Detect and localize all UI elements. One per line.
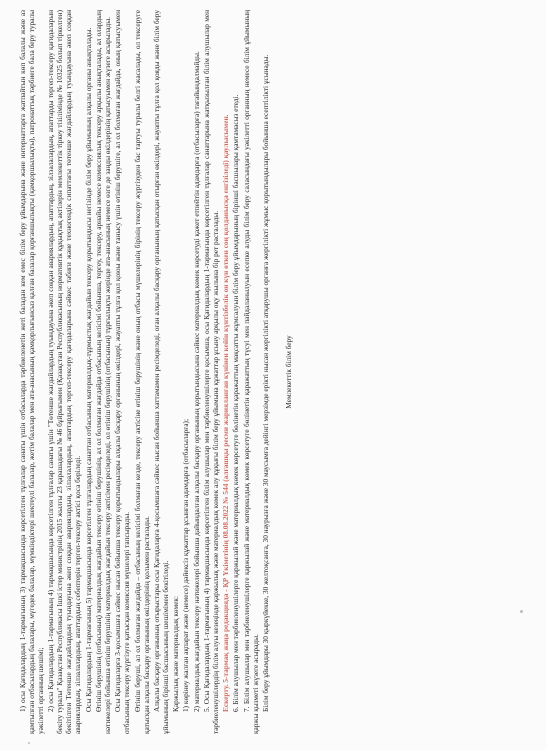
scan-speck (520, 610, 523, 613)
document-paragraph: Білім беру ұйымдары 30 қыркүйекке, 30 желтоқсанға, 30 наурызға және 30 маусымға дейінгі мерзімде ерікті нысан жергілікті атқарушы органға жергілікті жұмыс қорытындылары бойынша есептілікті ұсынады. (260, 54, 270, 712)
document-paragraph: Осы Қағидалардың 1-тармағының 5) тармақшасында көрсетілген тұлғалардың санаттан отбасының материалдық-тұрмыстық жағдайын тексеру қорытындысы негізінде білім беру ұйымының алқалы органы анықталады. (83, 27, 93, 712)
document-paragraph: Қаржылық және материалдық көмек: (171, 595, 181, 712)
document-paragraph: Өтініш берушінің (отбасының) материалдық жағдайын тексеру өтініш берушінің, ал ол болмаған жағдайда отбасының келісімі бойынша, тергеу, тексеру, арнайы немесе комиссиялық тексеру арқылы анықталады, ал олардың нәтижелері бойынша өтініш берушінің материалдық жағдайын тексеру актісімен ресімделеді, ол өтініш берушінің (отбасының) тұрғылықты жерінде ата-анасының немесе өзге де заңды өкілдерінің қатысуымен жүзеге асырылады. (93, 10, 112, 734)
document-footer: Мемлекеттік білім беру (283, 335, 293, 409)
editorial-note-paragraph: Ескерту. 5-тармақ жаңа редакцияда - ҚР Үкіметінің 08.08.2022 № 544 (алғашқы ресми жарияланған күнінен кейін күнтізбелік он күн өткен соң қолданысқа енгізіледі) қаулысымен. (221, 114, 231, 712)
rotated-document-body (14, 2, 534, 742)
document-paragraph: 1) көрінеу жалған ақпарат және (немесе) дәйексіз құжаттар ұсынған адамдарға (отбасыларға); (181, 419, 191, 712)
document-paragraph: 2) осы Қағидалардың 1-тармағының 4) тармақшасында көрсетілген тұлғалар санаты үшін "Төтенше жағдайлардың туындауына әкеп соққан авариялардың, апаттардың, зілзалалардың, апаттарды тергеп-тексеру қағидаларын бекіту туралы" Қазақстан Республикасы Ішкі істер министрінің 2015 жылғы 23 қарашадағы № 46 бұйрығымен (Қазақстан Республикасының нормативтік құқықтық актілерін мемлекеттік тіркеу тізілімінде № 10325 болып тіркелген) бекітілген Төтенше жағдайлардың туындауына әкеп соққан авариялардың, зілзалалардың, апаттардың тергеп-тексеру қағидаларына сәйкес табиғи және техногендік сипаттағы төтенше жағдайлардың туындауына әкеп соққан авариялардың, зілзалалардың, апаттардың себептерін тергеп-тексеру актісі қоса беріледі. (46, 10, 83, 734)
scan-speck (28, 742, 30, 744)
document-paragraph: 7. Білім алушылар мен тәрбиеленушілерге қаржылай және материалдық көмек көрсетуге бөлінетін қаражаттың түсуі мен пайдаланылуын есепке алуды білім беру саласындағы уәкілетті органның немесе білім ұйымының қаржы қызметі жүзеге асырады. (241, 10, 260, 734)
document-paragraph: 1) осы Қағидалардың 1-тармағының 3) тармақшасында көрсетілген тұлғалар санаты үшін отбасыларда тәрбиеленетін жеті баладан кем емес білім беру ұйымдарына және интернаттарға жатпайтын көп балалы және аз қамтылған отбасылардың балалары, мүгедек балалар, мүмкіндіктері шектеулі балалар, жетім балалар мен ата-анасының қамқорлығынсыз қалған балалар қорғаншылықты (қамқоршылықты), патронаттық тәрбиеге бала беру туралы уәкілетті органның шешімі; (18, 10, 46, 734)
document-paragraph: Өтініш беруші, ал ол болмаған жағдайда – отбасының келісімі болмаған кезде, тексеру актісіне өтініш берушінің және оның отбасы мүшелерінің бірінің тексеру жүргізуден бас тартуы туралы белгі жасалады, ол тексеруге қатысқан алқалы басқару органының өкілдерінің қолымен расталады. (132, 10, 151, 734)
document-paragraph: Алқалы басқару органының отырыстары осы Қағидаларға 4-қосымшаға сәйкес нысан бойынша хаттамамен ресімделеді, оған алқалы басқару органының қатысқан отырған өкілдері, жауапты тұлға қол қояды және білім беру ұйымының бірінші басшысының шешімімен бекітіледі. (151, 10, 170, 734)
document-paragraph: Осы Қағидаларға 3-қосымшаға сәйкес нысан бойынша тексеру қорытындылары алқалы басқару органының өкілдері, жауапты тұлға қол қоюы және танысу үшін өтініш берушіге, ал ол болмаған жағдайда, оның қатысуымен отбасының тексеру жүргізуге қатысқан комиссия мүшелері тапсырады. (113, 10, 132, 734)
document-paragraph: 2) материалдық жағдайын тексеру нәтижелері бойынша дайындалған алқалы басқару органының қорытындысына сәйкес материалдық көмек көрсетуді қажет етпейтін адамдарға (отбасыларға) тағайындалмайды. (191, 51, 201, 712)
document-paragraph: 6. Білім алушылар мен тәрбиеленушілерге қаржылай және материалдық көмек көрсетуге бөлінетін қаражаттың мақсатты жұмсалуын білім беру ұйымдарының бірінші басшылары қамтамасыз етеді. (231, 94, 241, 712)
document-paragraph: 5. Осы Қағидалардың 1-тармағының 4) тармақшасында көрсетілген білім алушылар мен тәрбиеленушілерге қосымша, осы Қағидалардың 1-тармағында көрсетілген тұлғалар санаттарына жатқызылған білім алушылар мен тәрбиеленушілердің білім алуы кезеңінде қаржылық және материалдық көмек алу құқығы білім беру ұйымына құжаттар ұсыну арқылы оқу жылына бір рет расталады. (201, 10, 220, 734)
document-paragraphs (18, 10, 270, 734)
